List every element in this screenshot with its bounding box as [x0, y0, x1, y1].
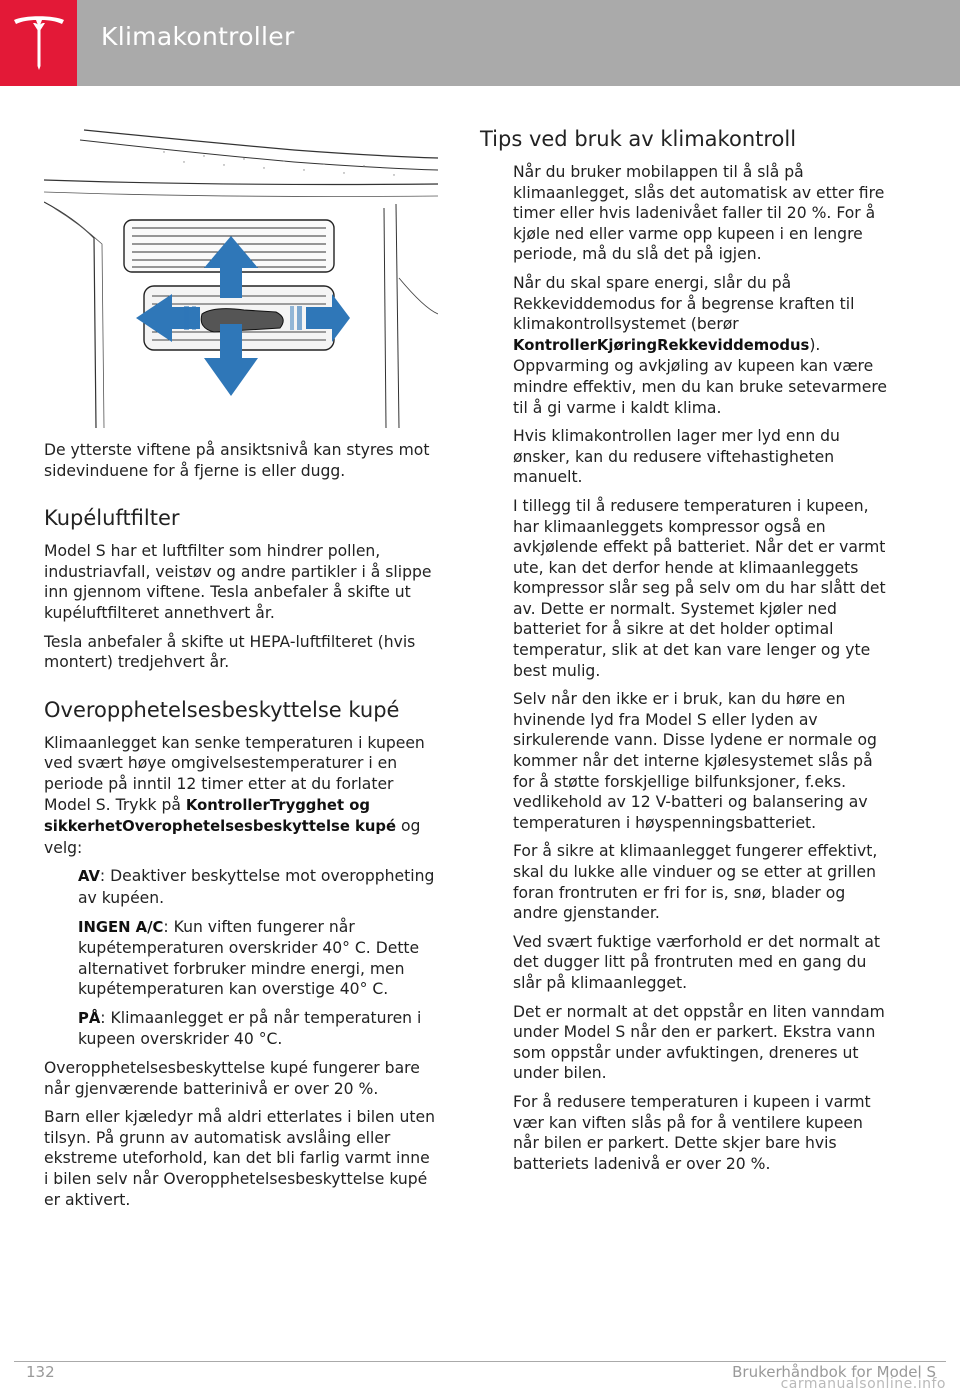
- option-item: [44, 917, 438, 1000]
- section-heading-tips: Tips ved bruk av klimakontroll: [480, 127, 797, 151]
- page-header: [0, 0, 960, 86]
- right-column: [480, 126, 890, 1182]
- paragraph: Overopphetelsesbeskyttelse kupé fungerer bare når gjenværende batterinivå er over 20 %.: [44, 1059, 420, 1098]
- paragraph: [513, 273, 890, 418]
- paragraph: Når du bruker mobilappen til å slå på klimaanlegget, slås det automatisk av etter fire timer eller hvis ladenivået faller til 20 %. For å kjøle ned eller varme opp kupeen i en lengre periode, må du slå det på igjen.: [513, 163, 885, 264]
- option-item: [44, 866, 438, 908]
- paragraph: Tesla anbefaler å skifte ut HEPA-luftfilteret (hvis montert) tredjehvert år.: [44, 632, 416, 672]
- paragraph: [44, 733, 438, 859]
- footer-divider: [14, 1361, 946, 1362]
- text: og velg:: [44, 817, 421, 857]
- option-label: AV: [78, 868, 100, 886]
- option-text: : Klimaanlegget er på når temperaturen i kupeen overskrider 40 °C.: [78, 1008, 422, 1049]
- manual-title: Brukerhåndbok for Model S: [732, 1363, 936, 1381]
- paragraph: Model S har et luftfilter som hindrer pollen, industriavfall, veistøv og andre partikler i å slippe inn gjennom viftene. Tesla anbefaler å skifte ut kupéluftfilteret annethvert år.: [44, 542, 432, 622]
- text: Klimaanlegget kan senke temperaturen i kupeen ved svært høye omgivelsestemperaturer i en periode på inntil 12 timer etter at du forlater Model S. Trykk på: [44, 733, 425, 814]
- paragraph: For å redusere temperaturen i kupeen i varmt vær kan viften slås på for å ventilere kupeen når bilen er parkert. Dette skjer bare hvis batteriets ladenivå er over 20 %.: [513, 1092, 871, 1173]
- paragraph: Barn eller kjæledyr må aldri etterlates i bilen uten tilsyn. På grunn av automatisk avslåing eller ekstreme uteforhold, kan det bli farlig varmt inne i bilen selv når Overopphetelsesbeskyttelse kupé er aktivert.: [44, 1108, 436, 1209]
- paragraph: Hvis klimakontrollen lager mer lyd enn du ønsker, kan du redusere viftehastigheten manuelt.: [513, 427, 840, 487]
- paragraph: Det er normalt at det oppstår en liten vanndam under Model S når den er parkert. Ekstra vann som oppstår under avfuktingen, dreneres ut under bilen.: [513, 1002, 885, 1083]
- option-label: PÅ: [78, 1009, 101, 1027]
- paragraph: I tillegg til å redusere temperaturen i kupeen, har klimaanleggets kompressor også en avkjølende effekt på batteriet. Når det er varmt ute, kan det derfor hende at klimaanleggets kompressor slår seg på selv om du har slått det av. Dette er normalt. Systemet kjøler ned batteriet for å sikre at det holder optimal temperatur, slik at det kan vare lenger og yte best mulig.: [513, 496, 886, 680]
- section-heading-overheat: Overopphetelsesbeskyttelse kupé: [44, 697, 400, 722]
- vent-airflow-illustration: [44, 128, 438, 430]
- left-column: [44, 440, 438, 1218]
- option-text: : Kun viften fungerer når kupétemperaturen overskrider 40° C. Dette alternativet forbruker mindre energi, men kupétemperaturen kan overstige 40° C.: [78, 917, 420, 999]
- paragraph: For å sikre at klimaanlegget fungerer effektivt, skal du lukke alle vinduer og se etter at grillen foran frontruten er fri for is, snø, blader og andre gjenstander.: [513, 842, 878, 923]
- tips-body: [480, 162, 890, 1174]
- option-item: [44, 1008, 438, 1050]
- ui-path: KontrollerKjøringRekkeviddemodus: [513, 336, 810, 354]
- page-title: Klimakontroller: [101, 22, 295, 51]
- figure-caption: De ytterste viftene på ansiktsnivå kan styres mot sidevinduene for å fjerne is eller dugg.: [44, 441, 430, 480]
- text: Når du skal spare energi, slår du på Rekkeviddemodus for å begrense kraften til klimakontrollsystemet (berør: [513, 273, 855, 334]
- text: ). Oppvarming og avkjøling av kupeen kan være mindre effektiv, men du kan bruke setevarmere til å gi varme i kaldt klima.: [513, 335, 887, 417]
- ui-path: KontrollerTrygghet og sikkerhetOverophetelsesbeskyttelse kupé: [44, 796, 397, 836]
- page-number: 132: [26, 1363, 55, 1381]
- logo-box: [0, 0, 77, 86]
- option-label: INGEN A/C: [78, 918, 164, 936]
- option-text: : Deaktiver beskyttelse mot overoppheting av kupéen.: [78, 867, 435, 907]
- section-heading-filter: Kupéluftfilter: [44, 506, 180, 531]
- watermark: carmanualsonline.info: [780, 1376, 946, 1392]
- paragraph: Selv når den ikke er i bruk, kan du høre en hvinende lyd fra Model S eller lyden av sirkulerende vann. Disse lydene er normale og kommer når det interne kjølesystemet slås på for å støtte forskjellige bilfunksjoner, f.eks. vedlikehold av 12 V-batteri og balansering av temperaturen i høyspenningsbatteriet.: [513, 690, 877, 832]
- paragraph: Ved svært fuktige værforhold er det normalt at det dugger litt på frontruten med en gang du slår på klimaanlegget.: [513, 932, 880, 992]
- tesla-logo-icon: [12, 14, 66, 72]
